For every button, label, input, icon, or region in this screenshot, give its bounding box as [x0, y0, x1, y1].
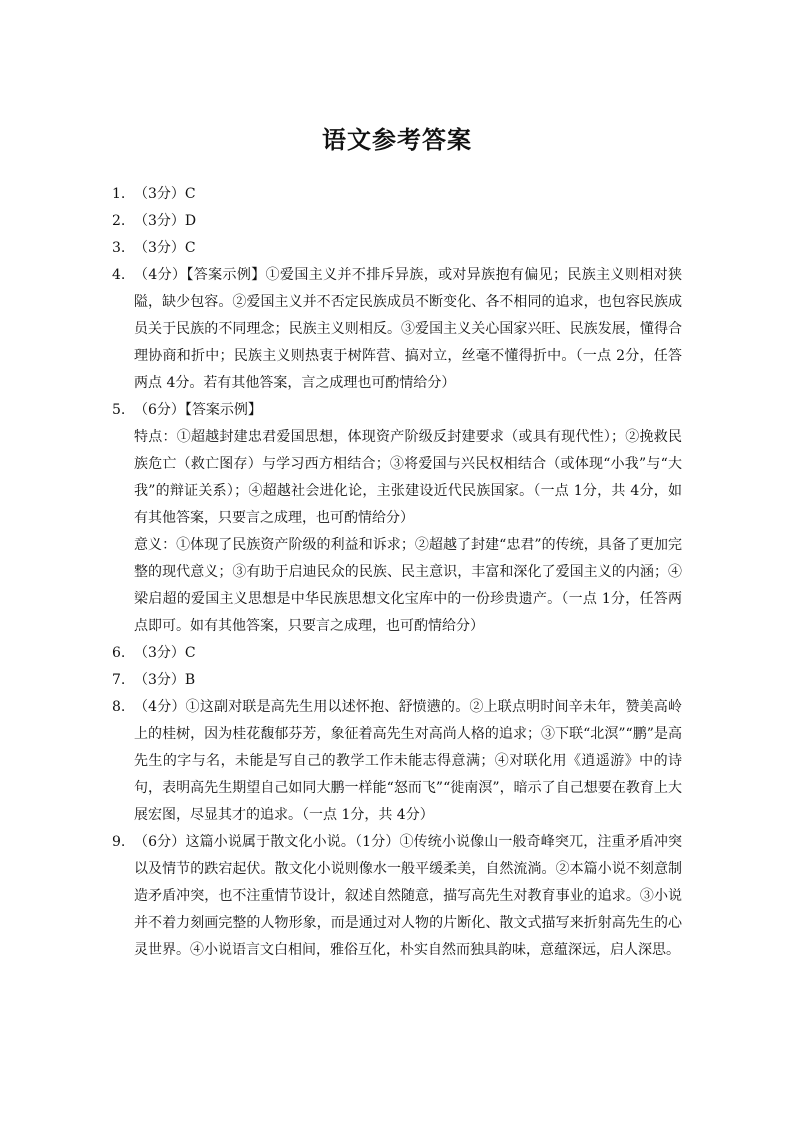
answer-text: （3分）B: [134, 672, 196, 688]
answer-number: 1.: [112, 186, 126, 202]
answer-number: 7.: [112, 672, 126, 688]
answer-item-6: [112, 640, 682, 667]
answer-text: （3分）D: [134, 213, 197, 229]
page-title: 语文参考答案: [322, 125, 472, 154]
answer-text: （6分）这篇小说属于散文化小说。（1分）①传统小说像山一般奇峰突兀，注重矛盾冲突以及情节的跌宕起伏。散文化小说则像水一般平缓柔美，自然流淌。②本篇小说不刻意制造矛盾冲突，也不注重情节设计，叙述自然随意，描写高先生对教育事业的追求。③小说并不着力刻画完整的人物形象，而是通过对人物的片断化、散文式描写来折射高先生的心灵世界。④小说语言文白相间，雅俗互化，朴实自然而独具韵味，意蕴深远，启人深思。: [134, 834, 682, 958]
answer-text: （3分）C: [134, 240, 196, 256]
answer-text: （3分）C: [134, 186, 196, 202]
answer-text: （6分）【答案示例】: [134, 402, 262, 418]
answer-item-1: [112, 181, 682, 208]
answer-list: [112, 181, 682, 964]
answer-item-2: [112, 208, 682, 235]
answer-item-8: [112, 694, 682, 829]
answer-item-3: [112, 235, 682, 262]
answer-text: （4分）①这副对联是高先生用以述怀抱、舒愤懑的。②上联点明时间辛未年，赞美高岭上的桂树，因为桂花馥郁芬芳，象征着高先生对高尚人格的追求；③下联“北溟”“鹏”是高先生的字与名，未能是写自己的教学工作未能志得意满；④对联化用《逍遥游》中的诗句，表明高先生期望自己如同大鹏一样能“怒而飞”“徙南溟”，暗示了自己想要在教育上大展宏图，尽显其才的追求。（一点 1分，共 4分）: [134, 699, 682, 823]
answer-number: 9.: [112, 834, 126, 850]
answer-feature-text: 特点：①超越封建忠君爱国思想，体现资产阶级反封建要求（或具有现代性）；②挽救民族危亡（救亡图存）与学习西方相结合；③将爱国与兴民权相结合（或体现“小我”与“大我”的辩证关系）；④超越社会进化论，主张建设近代民族国家。（一点 1分，共 4分，如有其他答案，只要言之成理，也可酌情给分）: [134, 429, 682, 526]
answer-number: 6.: [112, 645, 126, 661]
answer-text: （3分）C: [134, 645, 196, 661]
answer-number: 3.: [112, 240, 126, 256]
answer-item-7: [112, 667, 682, 694]
answer-number: 5.: [112, 402, 126, 418]
answer-meaning-text: 意义：①体现了民族资产阶级的利益和诉求；②超越了封建“忠君”的传统，具备了更加完整的现代意义；③有助于启迪民众的民族、民主意识，丰富和深化了爱国主义的内涵；④梁启超的爱国主义思想是中华民族思想文化宝库中的一份珍贵遗产。（一点 1分，任答两点即可。如有其他答案，只要言之成理，也可酌情给分）: [134, 537, 682, 634]
answer-item-9: [112, 829, 682, 964]
answer-item-5: [112, 397, 682, 640]
answer-number: 2.: [112, 213, 126, 229]
answer-item-4: [112, 262, 682, 397]
answer-text: （4分）【答案示例】①爱国主义并不排斥异族，或对异族抱有偏见；民族主义则相对狭隘，缺少包容。②爱国主义并不否定民族成员不断变化、各不相同的追求，也包容民族成员关于民族的不同理念；民族主义则相反。③爱国主义关心国家兴旺、民族发展，懂得合理协商和折中；民族主义则热衷于树阵营、搞对立，丝毫不懂得折中。（一点 2分，任答两点 4分。若有其他答案，言之成理也可酌情给分）: [134, 267, 682, 391]
answer-number: 4.: [112, 267, 126, 283]
answer-number: 8.: [112, 699, 126, 715]
